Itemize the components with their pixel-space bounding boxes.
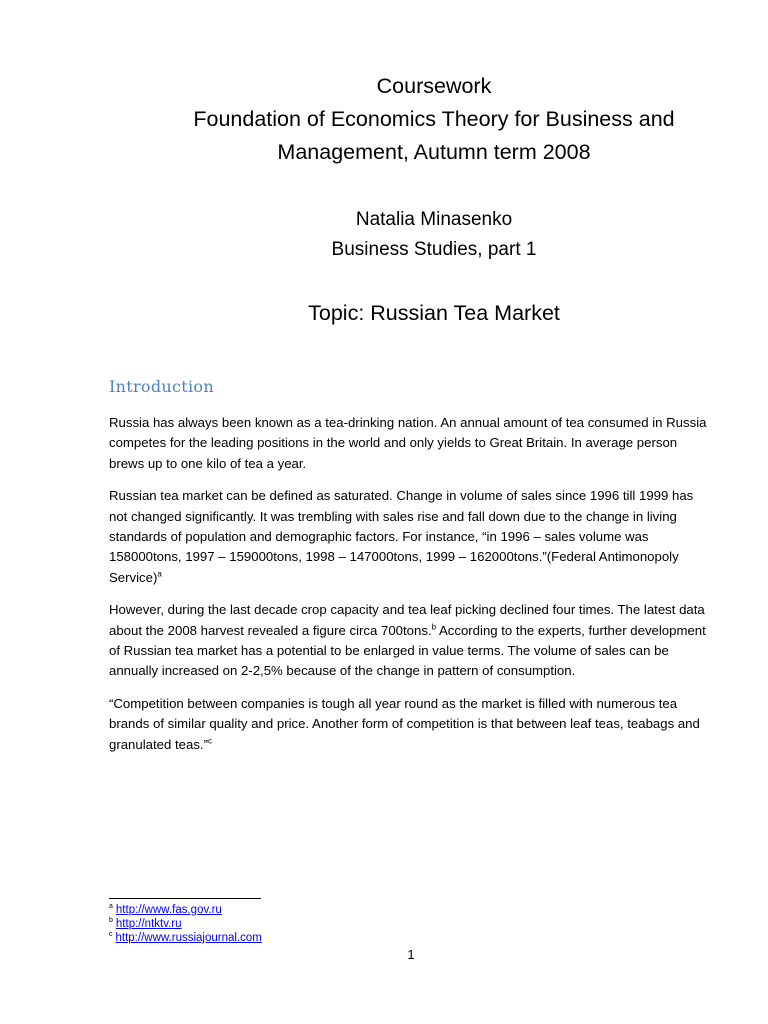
- section-heading-introduction: Introduction: [109, 377, 214, 396]
- paragraph-2: [109, 486, 713, 588]
- paragraph-3-text-part2: According to the experts, further development of Russian tea market has a potential to be enlarged in value terms. The volume of sales can be annually increased on 2-2,5% because of the change in pattern of consumption.: [109, 622, 706, 679]
- paragraph-1-text: Russia has always been known as a tea-drinking nation. An annual amount of tea consumed in Russia competes for the leading positions in the world and only yields to Great Britain. In average person brews up to one kilo of tea a year.: [109, 415, 707, 471]
- paragraph-3-text-part1: However, during the last decade crop capacity and tea leaf picking declined four times. The latest data about the 2008 harvest revealed a figure circa 700tons.: [109, 602, 705, 638]
- footnote-ref-b[interactable]: b: [431, 622, 437, 632]
- footnote-ref-a[interactable]: a: [157, 569, 162, 579]
- footnote-c: [109, 931, 262, 945]
- topic-heading: Topic: Russian Tea Market: [308, 301, 560, 325]
- page-number: 1: [407, 947, 415, 962]
- footnote-link-b[interactable]: http://ntktv.ru: [115, 918, 182, 930]
- paragraph-3: [109, 600, 713, 682]
- footnote-link-c[interactable]: http://www.russiajournal.com: [115, 932, 262, 944]
- paragraph-1: [109, 413, 713, 474]
- title-line-3: Management, Autumn term 2008: [277, 140, 591, 164]
- title-block: [100, 70, 768, 169]
- footnote-marker-a: a: [109, 903, 113, 911]
- paragraph-4: [109, 694, 713, 755]
- author-program: Business Studies, part 1: [331, 239, 537, 260]
- body-text: [109, 413, 713, 767]
- title-line-2: Foundation of Economics Theory for Business and: [193, 107, 675, 131]
- title-line-1: Coursework: [376, 74, 492, 98]
- footnote-separator: [109, 898, 261, 899]
- paragraph-4-text: “Competition between companies is tough all year round as the market is filled with numerous tea brands of similar quality and price. Another form of competition is that between leaf teas, teabags and granulated teas.”: [109, 695, 700, 752]
- footnote-b: [109, 917, 262, 931]
- footnote-ref-c[interactable]: c: [207, 736, 212, 746]
- footnote-marker-b: b: [109, 917, 113, 925]
- footnotes: [109, 903, 262, 945]
- author-block: [100, 205, 768, 265]
- footnote-marker-c: c: [109, 931, 113, 939]
- footnote-a: [109, 903, 262, 917]
- footnote-link-a[interactable]: http://www.fas.gov.ru: [115, 904, 222, 916]
- author-name: Natalia Minasenko: [355, 209, 513, 230]
- paragraph-2-text: Russian tea market can be defined as saturated. Change in volume of sales since 1996 till 1999 has not changed significantly. It was trembling with sales rise and fall down due to the change in living standards of population and demographic factors. For instance, “in 1996 – sales volume was 158000tons, 1997 – 159000tons, 1998 – 147000tons, 1999 – 162000tons.”(Federal Antimonopoly Service): [109, 488, 694, 585]
